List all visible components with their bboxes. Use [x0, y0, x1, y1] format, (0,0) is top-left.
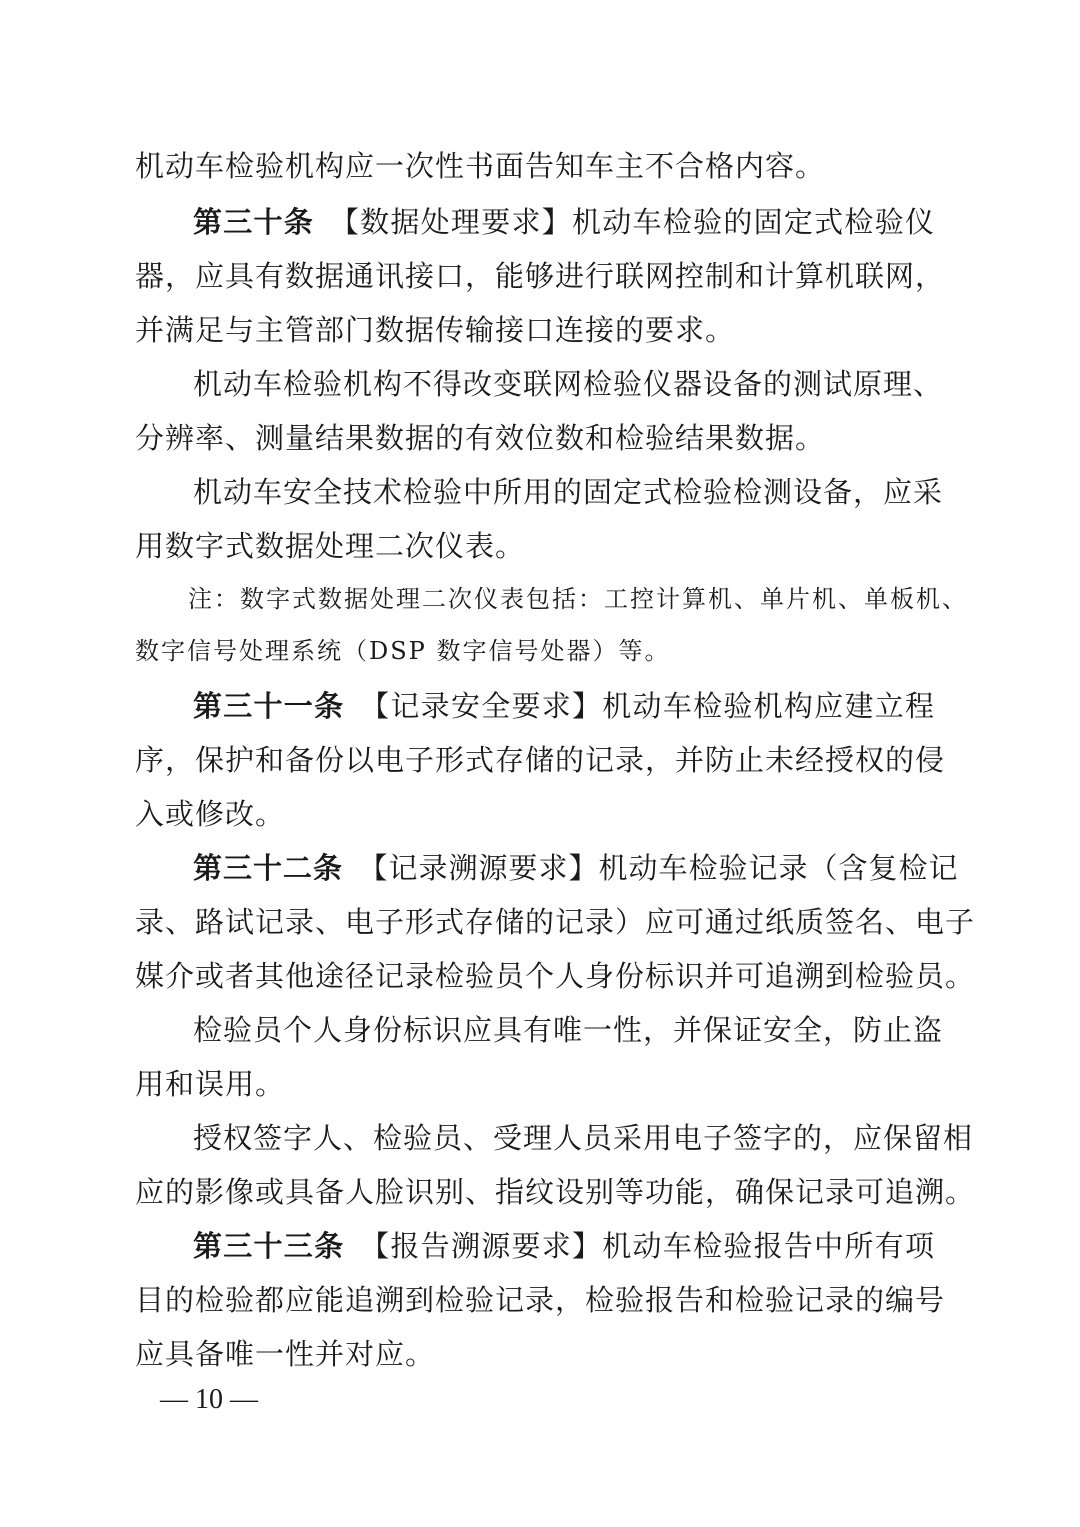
paragraph-line: 应具备唯一性并对应。 [135, 1337, 436, 1371]
article-text: 【数据处理要求】机动车检验的固定式检验仪 [344, 205, 935, 239]
paragraph-line: 媒介或者其他途径记录检验员个人身份标识并可追溯到检验员。 [135, 959, 976, 993]
paragraph-line: 应的影像或具备人脸识别、指纹设别等功能，确保记录可追溯。 [135, 1175, 976, 1209]
article-30-line [193, 202, 935, 242]
article-33-line [193, 1226, 935, 1266]
note-line: 注：数字式数据处理二次仪表包括：工控计算机、单片机、单板机、 [188, 585, 968, 613]
article-text: 【记录溯源要求】机动车检验记录（含复检记 [373, 851, 959, 885]
paragraph-line: 机动车安全技术检验中所用的固定式检验检测设备，应采 [193, 475, 944, 509]
paragraph-line: 并满足与主管部门数据传输接口连接的要求。 [135, 313, 736, 347]
paragraph-line: 机动车检验机构应一次性书面告知车主不合格内容。 [135, 149, 826, 183]
paragraph-line: 序，保护和备份以电子形式存储的记录，并防止未经授权的侵 [135, 743, 946, 777]
article-31-line [193, 686, 935, 726]
paragraph-line: 机动车检验机构不得改变联网检验仪器设备的测试原理、 [193, 367, 944, 401]
paragraph-line: 目的检验都应能追溯到检验记录，检验报告和检验记录的编号 [135, 1283, 946, 1317]
paragraph-line: 分辨率、测量结果数据的有效位数和检验结果数据。 [135, 421, 826, 455]
paragraph-line: 用和误用。 [135, 1067, 286, 1101]
article-heading: 第三十条 [193, 205, 315, 239]
article-text: 【记录安全要求】机动车检验机构应建立程 [374, 689, 935, 723]
paragraph-line: 入或修改。 [135, 797, 286, 831]
paragraph-line: 录、路试记录、电子形式存储的记录）应可通过纸质签名、电子 [135, 905, 976, 939]
paragraph-line: 授权签字人、检验员、受理人员采用电子签字的，应保留相 [193, 1121, 974, 1155]
article-heading: 第三十二条 [193, 851, 344, 885]
article-heading: 第三十一条 [193, 689, 345, 723]
paragraph-line: 用数字式数据处理二次仪表。 [135, 529, 526, 563]
article-32-line [193, 848, 959, 888]
note-line: 数字信号处理系统（DSP 数字信号处器）等。 [135, 637, 671, 665]
article-heading: 第三十三条 [193, 1229, 345, 1263]
paragraph-line: 检验员个人身份标识应具有唯一性，并保证安全，防止盗 [193, 1013, 944, 1047]
article-text: 【报告溯源要求】机动车检验报告中所有项 [374, 1229, 935, 1263]
page-number: — 10 — [160, 1384, 258, 1415]
paragraph-line: 器，应具有数据通讯接口，能够进行联网控制和计算机联网， [135, 259, 946, 293]
